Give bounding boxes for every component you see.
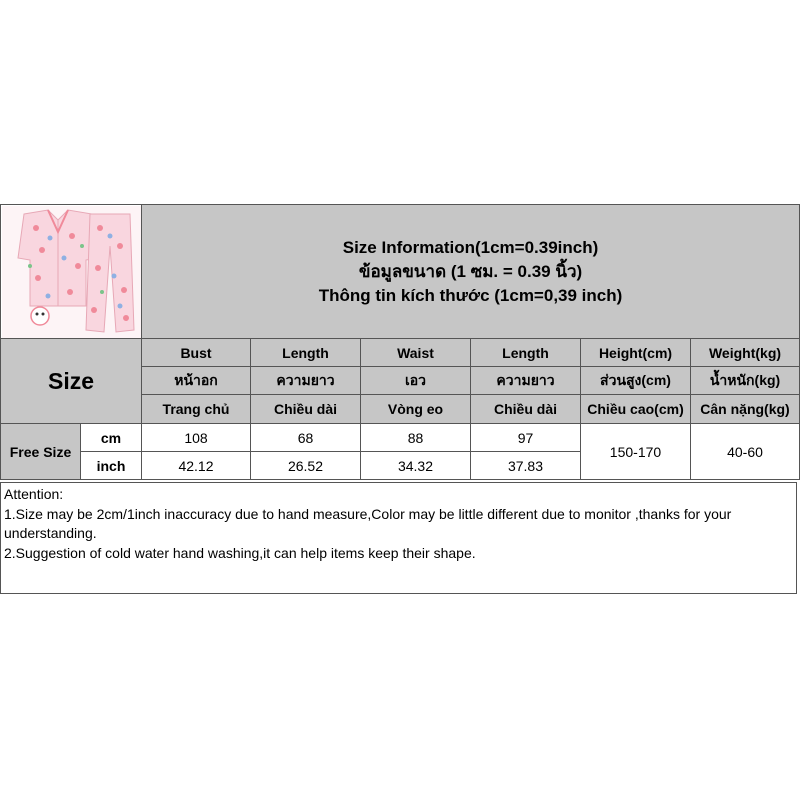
size-info-title-vi: Thông tin kích thước (1cm=0,39 inch): [318, 285, 623, 305]
column-header-bust-th: หน้าอก: [142, 367, 251, 395]
attention-note-2: 2.Suggestion of cold water hand washing,it can help items keep their shape.: [4, 544, 476, 561]
size-info-title-th: ข้อมูลขนาด (1 ซม. = 0.39 นิ้ว): [358, 261, 583, 281]
column-header-height: Height(cm): [581, 339, 691, 367]
cell-length-inch: 26.52: [251, 452, 361, 480]
pajama-set-image: [2, 206, 141, 338]
cell-waist-inch: 34.32: [361, 452, 471, 480]
cell-length-2-cm: 97: [471, 424, 581, 452]
product-photo: [1, 205, 142, 339]
column-header-waist-th: เอว: [361, 367, 471, 395]
size-label: Size: [1, 339, 142, 424]
size-chart: [0, 204, 799, 596]
unit-cm: cm: [81, 424, 142, 452]
cell-bust-cm: 108: [142, 424, 251, 452]
unit-inch: inch: [81, 452, 142, 480]
column-header-weight: Weight(kg): [691, 339, 800, 367]
cell-weight: 40-60: [691, 424, 800, 480]
cell-bust-inch: 42.12: [142, 452, 251, 480]
column-header-waist: Waist: [361, 339, 471, 367]
attention-notes: [0, 482, 797, 594]
column-header-height-vi: Chiều cao(cm): [581, 395, 691, 424]
column-header-height-th: ส่วนสูง(cm): [581, 367, 691, 395]
attention-note-1: 1.Size may be 2cm/1inch inaccuracy due to hand measure,Color may be little different due to monitor ,thanks for your understanding.: [4, 505, 732, 541]
cell-waist-cm: 88: [361, 424, 471, 452]
cell-length-cm: 68: [251, 424, 361, 452]
attention-heading: Attention:: [4, 486, 64, 502]
column-header-bust: Bust: [142, 339, 251, 367]
column-header-waist-vi: Vòng eo: [361, 395, 471, 424]
size-table: [0, 204, 800, 480]
size-info-header: [142, 205, 800, 339]
cell-height: 150-170: [581, 424, 691, 480]
column-header-length: Length: [251, 339, 361, 367]
column-header-bust-vi: Trang chủ: [142, 395, 251, 424]
column-header-length-th: ความยาว: [251, 367, 361, 395]
column-header-length-2-th: ความยาว: [471, 367, 581, 395]
column-header-weight-th: น้ำหนัก(kg): [691, 367, 800, 395]
column-header-length-vi: Chiều dài: [251, 395, 361, 424]
cell-length-2-inch: 37.83: [471, 452, 581, 480]
column-header-length-2: Length: [471, 339, 581, 367]
column-header-weight-vi: Cân nặng(kg): [691, 395, 800, 424]
column-header-length-2-vi: Chiều dài: [471, 395, 581, 424]
free-size-label: Free Size: [1, 424, 81, 480]
size-info-title-en: Size Information(1cm=0.39inch): [342, 237, 599, 257]
